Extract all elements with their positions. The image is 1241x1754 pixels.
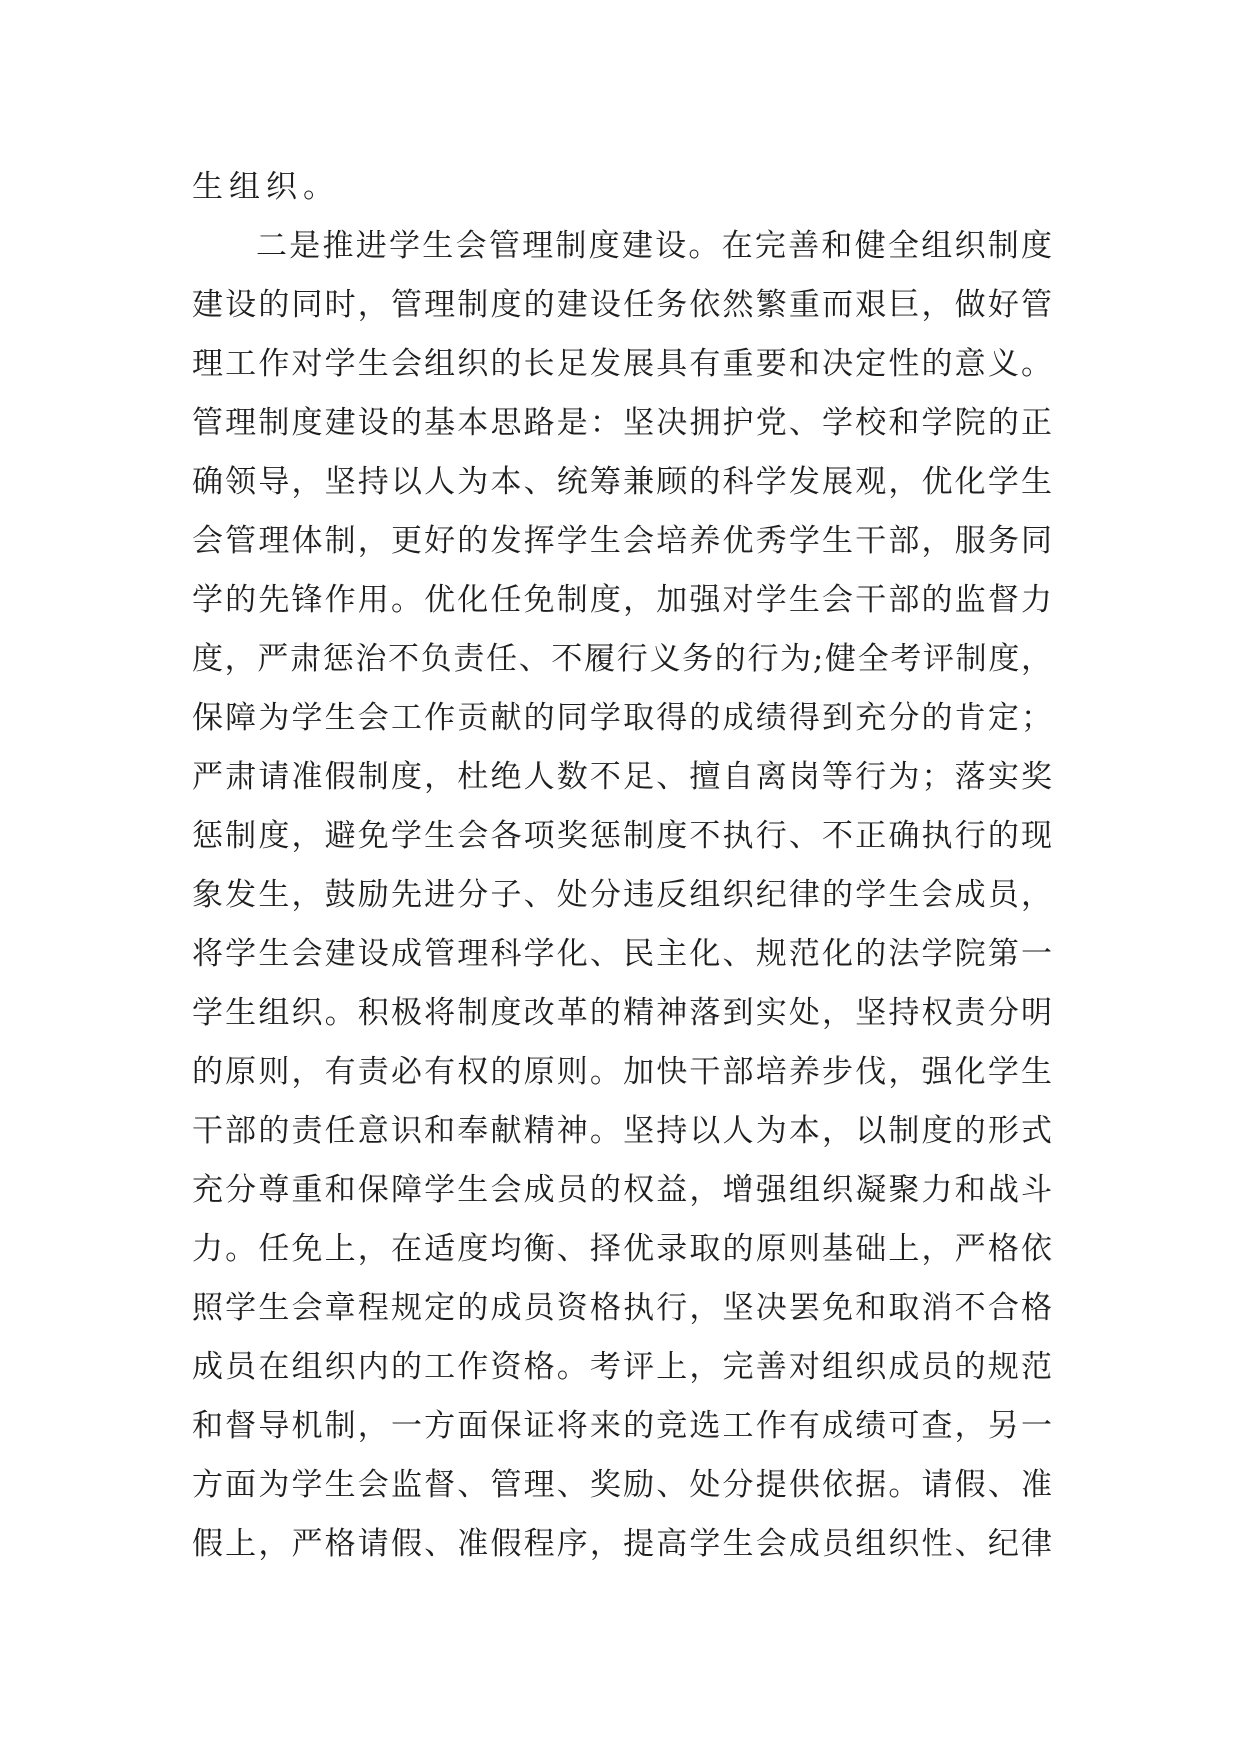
text-line: 生组织。 — [192, 169, 340, 205]
paragraph-first-line: 二是推进学生会管理制度建设。在完善和健全组织制度 — [256, 228, 1052, 264]
text-line: 严肃请准假制度，杜绝人数不足、擅自离岗等行为；落实奖 — [192, 759, 1052, 795]
text-line: 学的先锋作用。优化任免制度，加强对学生会干部的监督力 — [192, 582, 1052, 618]
text-line: 惩制度，避免学生会各项奖惩制度不执行、不正确执行的现 — [192, 818, 1052, 854]
text-line: 将学生会建设成管理科学化、民主化、规范化的法学院第一 — [192, 936, 1052, 972]
text-line: 成员在组织内的工作资格。考评上，完善对组织成员的规范 — [192, 1349, 1052, 1385]
text-line: 保障为学生会工作贡献的同学取得的成绩得到充分的肯定； — [192, 700, 1052, 736]
text-line: 学生组织。积极将制度改革的精神落到实处，坚持权责分明 — [192, 995, 1052, 1031]
text-line: 力。任免上，在适度均衡、择优录取的原则基础上，严格依 — [192, 1231, 1052, 1267]
text-line: 建设的同时，管理制度的建设任务依然繁重而艰巨，做好管 — [192, 287, 1052, 323]
text-line: 确领导，坚持以人为本、统筹兼顾的科学发展观，优化学生 — [192, 464, 1052, 500]
text-line: 会管理体制，更好的发挥学生会培养优秀学生干部，服务同 — [192, 523, 1052, 559]
text-line: 充分尊重和保障学生会成员的权益，增强组织凝聚力和战斗 — [192, 1172, 1052, 1208]
text-line: 度，严肃惩治不负责任、不履行义务的行为;健全考评制度， — [192, 641, 1052, 677]
text-line: 的原则，有责必有权的原则。加快干部培养步伐，强化学生 — [192, 1054, 1052, 1090]
text-line: 和督导机制，一方面保证将来的竞选工作有成绩可查，另一 — [192, 1408, 1052, 1444]
text-line: 假上，严格请假、准假程序，提高学生会成员组织性、纪律 — [192, 1526, 1052, 1562]
text-line: 照学生会章程规定的成员资格执行，坚决罢免和取消不合格 — [192, 1290, 1052, 1326]
text-line: 象发生，鼓励先进分子、处分违反组织纪律的学生会成员， — [192, 877, 1052, 913]
text-line: 理工作对学生会组织的长足发展具有重要和决定性的意义。 — [192, 346, 1052, 382]
text-line: 管理制度建设的基本思路是：坚决拥护党、学校和学院的正 — [192, 405, 1052, 441]
text-line: 方面为学生会监督、管理、奖励、处分提供依据。请假、准 — [192, 1467, 1052, 1503]
body-text — [192, 158, 1052, 1574]
text-line: 干部的责任意识和奉献精神。坚持以人为本，以制度的形式 — [192, 1113, 1052, 1149]
